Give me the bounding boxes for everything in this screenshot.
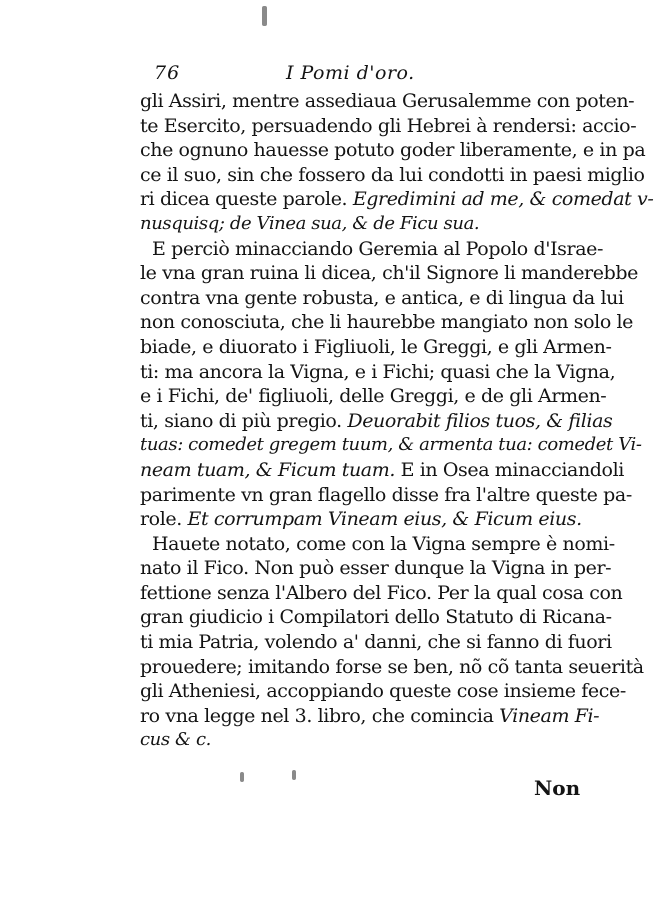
- text-line: [140, 728, 614, 753]
- latin-quote: Egredimini ad me, & comedat v-: [352, 188, 654, 211]
- text-line: [140, 556, 614, 581]
- line-roman: ri dicea queste parole.: [140, 188, 348, 211]
- line-roman: non conosciuta, che li haurebbe mangiato non solo le: [140, 311, 634, 334]
- text-line: [140, 605, 614, 630]
- line-roman: gli Assiri, mentre assediaua Gerusalemme con poten-: [140, 90, 635, 112]
- ink-speck: [240, 772, 244, 782]
- text-line: [140, 187, 654, 212]
- text-line: [140, 163, 645, 188]
- line-roman: biade, e diuorato i Figliuoli, le Greggi, e gli Armen-: [140, 335, 612, 358]
- line-roman: fettione senza l'Albero del Fico. Per la qual cosa con: [140, 581, 623, 604]
- line-roman: ti mia Patria, volendo a' danni, che si fanno di fuori: [140, 631, 612, 654]
- line-roman: prouedere; imitando forse se ben, nõ cõ tanta seuerità: [140, 655, 644, 678]
- line-roman: gran giudicio i Compilatori dello Statuto di Ricana-: [140, 606, 612, 629]
- text-line: [140, 237, 614, 262]
- line-roman: ce il suo, sin che fossero da lui condotti in paesi miglio: [140, 163, 645, 186]
- latin-quote: Et corrumpam Vineam eius, & Ficum eius.: [187, 508, 582, 531]
- text-line: [140, 630, 614, 655]
- line-roman: e i Fichi, de' figliuoli, delle Greggi, e de gli Armen-: [140, 385, 607, 408]
- line-roman: le vna gran ruina li dicea, ch'il Signore li manderebbe: [140, 262, 638, 285]
- line-roman: che ognuno hauesse potuto goder liberamente, e in pa: [140, 139, 646, 162]
- text-line: [140, 360, 614, 385]
- ink-speck: [292, 770, 296, 780]
- catchword: Non: [534, 776, 581, 800]
- text-line: [140, 532, 614, 557]
- line-roman: gli Atheniesi, accoppiando queste cose insieme fece-: [140, 680, 626, 703]
- line-roman: role.: [140, 508, 182, 531]
- text-line: [140, 310, 634, 335]
- text-line: [140, 384, 614, 409]
- line-roman: parimente vn gran flagello disse fra l'altre queste pa-: [140, 483, 632, 506]
- running-head: [128, 62, 528, 86]
- page-number: 76: [154, 62, 181, 84]
- text-line: [140, 409, 614, 434]
- text-line: [140, 335, 614, 360]
- line-roman: Hauete notato, come con la Vigna sempre è nomi-: [152, 532, 615, 555]
- latin-quote: tuas: comedet gregem tuum, & armenta tua: comedet Vi-: [140, 434, 642, 456]
- latin-quote: Vineam Fi-: [499, 704, 600, 727]
- latin-quote: Deuorabit filios tuos, & filias: [347, 409, 613, 432]
- text-line: [140, 483, 632, 508]
- text-line: [140, 286, 624, 311]
- text-line: [140, 114, 637, 139]
- text-line: [140, 212, 614, 237]
- text-line: [140, 655, 644, 680]
- line-roman: E perciò minacciando Geremia al Popolo d'Israe-: [152, 237, 603, 260]
- text-line: [140, 89, 635, 114]
- line-roman: E in Osea minacciandoli: [400, 458, 624, 481]
- text-line: [140, 433, 642, 458]
- text-line: [140, 138, 646, 163]
- running-title: I Pomi d'oro.: [286, 62, 415, 84]
- text-line: [140, 458, 624, 483]
- latin-quote: nusquisq; de Vinea sua, & de Ficu sua.: [140, 212, 480, 234]
- text-line: [140, 581, 623, 606]
- text-line: [140, 507, 614, 532]
- line-roman: ro vna legge nel 3. libro, che comincia: [140, 704, 494, 727]
- text-line: [140, 261, 638, 286]
- line-roman: te Esercito, persuadendo gli Hebrei à rendersi: accio-: [140, 114, 637, 137]
- latin-quote: neam tuam, & Ficum tuam.: [140, 458, 395, 481]
- line-roman: ti: ma ancora la Vigna, e i Fichi; quasi che la Vigna,: [140, 360, 616, 383]
- line-roman: nato il Fico. Non può esser dunque la Vigna in per-: [140, 557, 612, 580]
- text-line: [140, 679, 626, 704]
- ink-speck: [262, 6, 267, 26]
- line-roman: contra vna gente robusta, e antica, e di lingua da lui: [140, 286, 624, 309]
- text-line: [140, 704, 614, 729]
- body-text: [140, 89, 654, 753]
- latin-quote: cus & c.: [140, 729, 211, 751]
- line-roman: ti, siano di più pregio.: [140, 409, 342, 432]
